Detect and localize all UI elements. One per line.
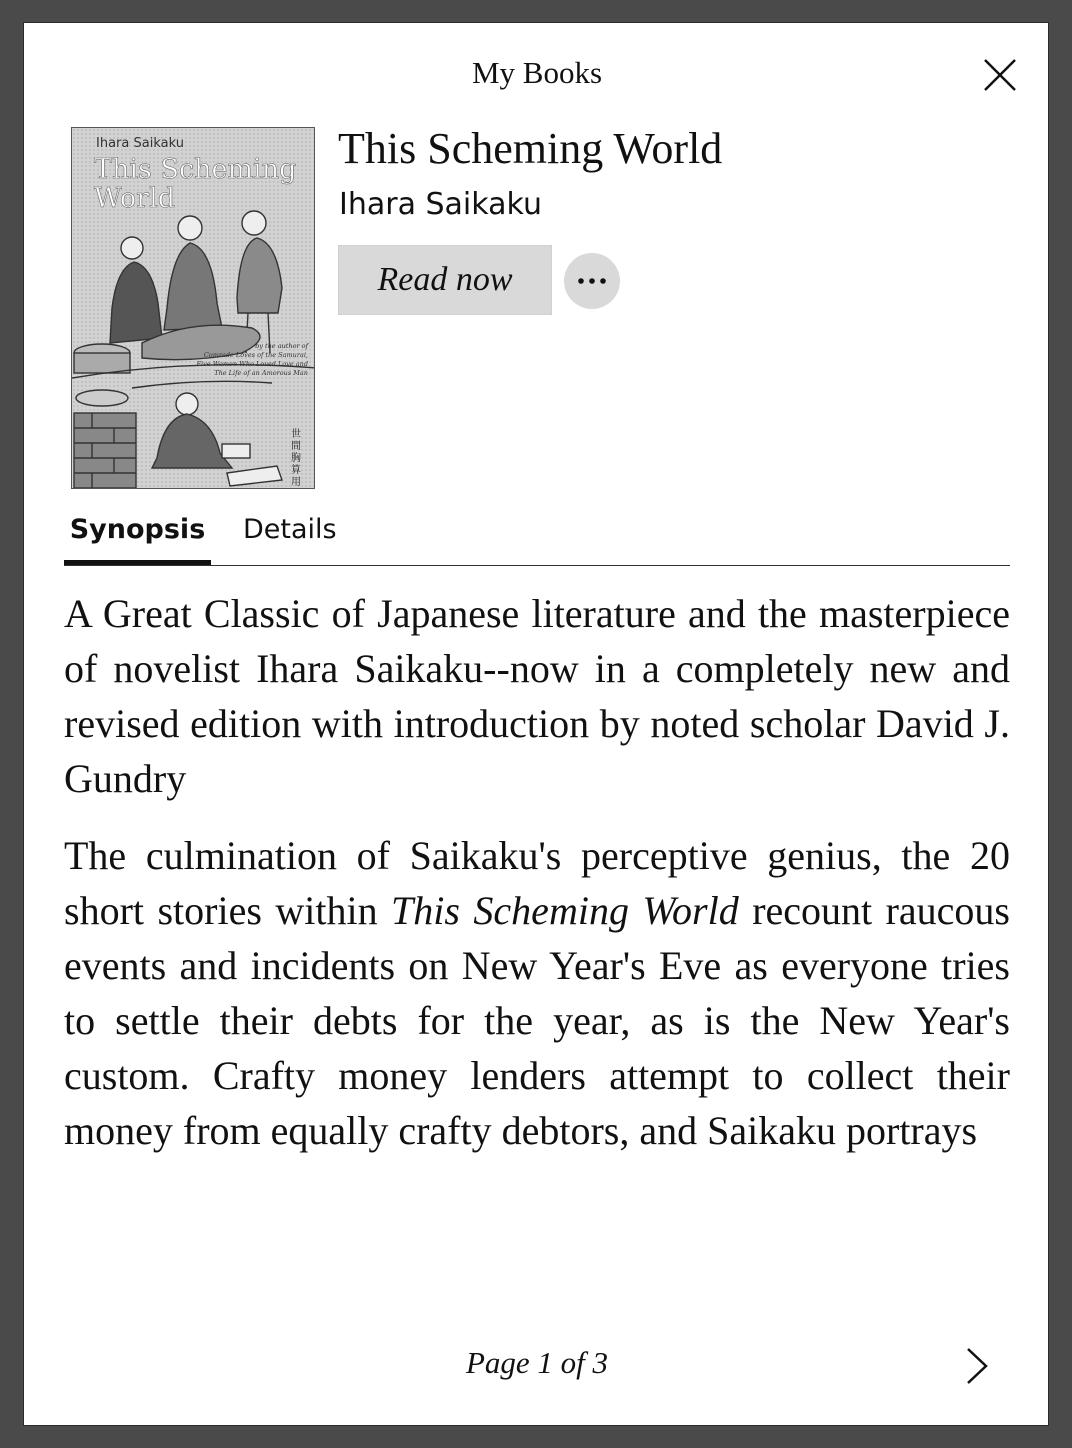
tab-details[interactable]: Details	[243, 514, 337, 545]
synopsis-paragraph-2-end: recount raucous events and incidents on New Year's Eve as everyone tries to settle their debts for the year, as is the New Year's custom. Crafty money lenders attempt to collect their money from equally crafty debtors, and Saikaku portrays	[64, 888, 1010, 1153]
svg-text:Comrade Loves of the Samurai,: Comrade Loves of the Samurai,	[203, 351, 308, 359]
book-title: This Scheming World	[338, 124, 723, 173]
synopsis-book-title-italic: This Scheming World	[391, 888, 739, 933]
svg-text:The Life of an Amorous Man: The Life of an Amorous Man	[214, 369, 308, 377]
read-now-button[interactable]: Read now	[338, 245, 552, 315]
tab-synopsis[interactable]: Synopsis	[64, 509, 211, 565]
book-cover[interactable]	[71, 127, 315, 489]
cover-author: Ihara Saikaku	[96, 136, 184, 151]
chevron-right-icon	[958, 1341, 998, 1391]
svg-text:by the author of: by the author of	[255, 342, 308, 350]
synopsis-paragraph-2	[64, 828, 1010, 1158]
cover-title-line2: World	[94, 183, 175, 214]
more-horizontal-icon	[575, 276, 609, 286]
cover-title-line1: This Scheming	[94, 154, 297, 185]
next-page-button[interactable]	[958, 1341, 998, 1391]
dialog-title: My Books	[471, 55, 603, 90]
synopsis-paragraph-1: A Great Classic of Japanese literature and the masterpiece of novelist Ihara Saikaku--now in a completely new and revised edition with introduction by noted scholar David J. Gundry	[64, 591, 1010, 801]
svg-text:Five Women Who Loved Love and: Five Women Who Loved Love and	[196, 360, 308, 368]
cover-kanji: 世間胸算用	[288, 428, 300, 488]
book-details-dialog	[23, 22, 1049, 1426]
close-icon	[978, 53, 1022, 97]
book-author: Ihara Saikaku	[339, 187, 542, 222]
page-indicator: Page 1 of 3	[465, 1345, 609, 1380]
synopsis-paragraph-2-start: The culmination of Saikaku's perceptive genius, the 20 short stories within	[64, 833, 1010, 933]
tab-bar	[64, 509, 1010, 566]
close-button[interactable]	[978, 53, 1022, 97]
more-options-button[interactable]	[564, 253, 620, 309]
synopsis-text	[64, 586, 1010, 1226]
